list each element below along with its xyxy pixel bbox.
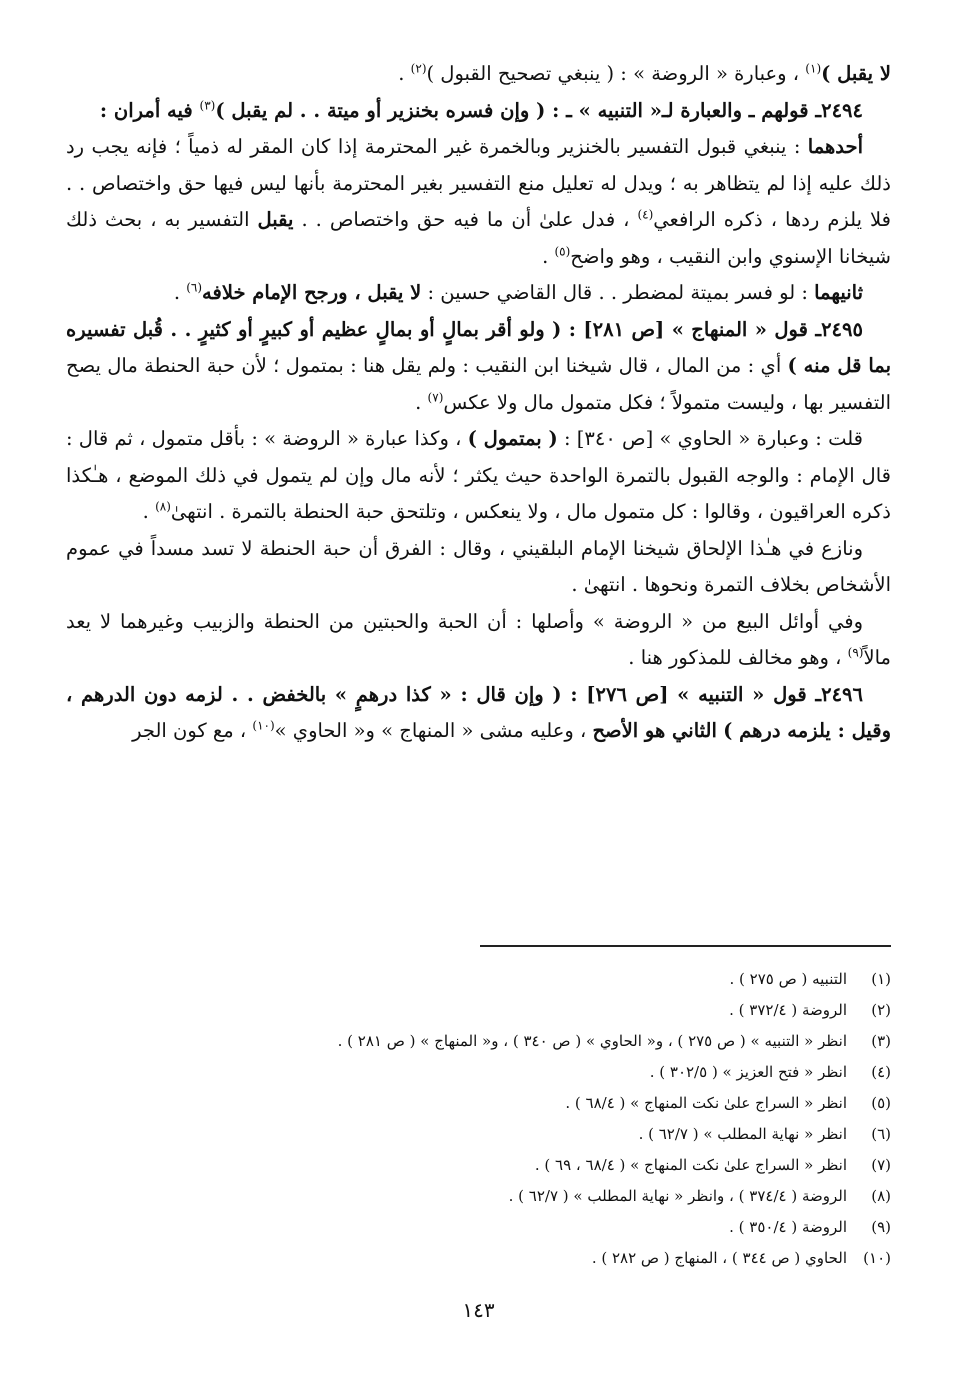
footnote-number: (٨) xyxy=(871,1187,891,1205)
text-run: أي : من المال ، قال شيخنا ابن النقيب : ولم يقل هنا : بمتمول ؛ لأن حبة الحنطة مال يصح التفسير بها ، وليست متمولاً ؛ فكل متمول مال ولا عكس xyxy=(66,354,891,414)
footnote-text: التنبيه ( ص ٢٧٥ ) . xyxy=(729,970,847,988)
footnote-ref[interactable]: (٢) xyxy=(410,61,427,76)
text-run: . xyxy=(142,500,156,523)
paragraph-2494 xyxy=(66,93,891,130)
bold-phrase: ( وإن قال : « كذا درهمٍ » بالخفض . . لزمه دون الدرهم ، وقيل : يلزمه درهم ) xyxy=(66,682,891,742)
paragraph-second-matter xyxy=(66,275,891,312)
footnotes xyxy=(120,964,891,1274)
bold-phrase: لا يقبل ) xyxy=(821,62,891,85)
footnote-item xyxy=(120,1181,891,1212)
page-number: ١٤٣ xyxy=(462,1298,495,1322)
footnote-text: انظر « السراج علىٰ نكت المنهاج » ( ٦٨/٤ ) . xyxy=(565,1094,847,1112)
text-run: ، فدل علىٰ أن ما فيه حق واختصاص . . xyxy=(293,208,638,231)
footnote-item xyxy=(120,1243,891,1274)
lead-word: أحدهما xyxy=(807,135,863,158)
lead-word: ثانيهما xyxy=(814,281,863,304)
footnote-text: انظر « السراج علىٰ نكت المنهاج » ( ٦٨/٤ ، ٦٩ ) . xyxy=(534,1156,847,1174)
text-run: . xyxy=(415,390,428,414)
footnote-item xyxy=(120,995,891,1026)
footnote-ref[interactable]: (٨) xyxy=(155,499,171,514)
footnote-item xyxy=(120,1150,891,1181)
footnote-text: الروضة ( ٣٧٤/٤ ) ، وانظر « نهاية المطلب » ( ٦٢/٧ ) . xyxy=(508,1187,847,1205)
footnote-text: الحاوي ( ص ٣٤٤ ) ، المنهاج ( ص ٢٨٢ ) . xyxy=(591,1249,847,1267)
text-run: : ينبغي قبول التفسير بالخنزير وبالخمرة غير المحترمة إذا كان المقر له ذمياً ؛ فإنه يجب رد ذلك عليه إذا لم يتظاهر به ؛ ويدل له تعليل منع التفسير بغير المحترمة بأنها ليس فيها حق واختصاص . . فلا يلزم ردها ، ذكره الرافعي xyxy=(66,135,891,231)
footnote-item xyxy=(120,1057,891,1088)
footnote-text: الروضة ( ٣٧٢/٤ ) . xyxy=(729,1001,847,1019)
paragraph-1 xyxy=(66,56,891,93)
text-run: ، وهو مخالف للمذكور هنا . xyxy=(628,646,848,669)
bold-phrase: ( ولو أقر بمالٍ أو بمالٍ عظيم أو كبيرٍ أو كثيرٍ . . قُبل تفسيره بما قل منه ) xyxy=(66,317,891,377)
footnote-number: (١) xyxy=(871,970,891,988)
issue-heading: ٢٤٩٦ـ قول « التنبيه » [ص ٢٧٦] : xyxy=(561,682,863,706)
text-run: قلت : وعبارة « الحاوي » [ص ٣٤٠] : xyxy=(557,427,863,450)
issue-heading: ٢٤٩٥ـ قول « المنهاج » [ص ٢٨١] : xyxy=(561,317,863,341)
paragraph-qultu xyxy=(66,421,891,531)
paragraph-2495 xyxy=(66,312,891,422)
bold-phrase: فيه أمران : xyxy=(99,98,200,122)
text-run: . xyxy=(398,62,411,85)
footnote-text: الروضة ( ٣٥٠/٤ ) . xyxy=(729,1218,847,1236)
footnote-text: انظر « فتح العزيز » ( ٣٠٢/٥ ) . xyxy=(649,1063,847,1081)
main-text xyxy=(66,56,891,750)
text-run: ، وكذا عبارة « الروضة » : بأقل متمول ، ثم قال : قال الإمام : والوجه القبول بالتمرة الواحدة حيث يكثر ؛ لأنه مال وإن لم يتمول في ذلك الموضع ، هـٰكذا ذكره العراقيون ، وقالوا : كل متمول مال ، ولا ينعكس ، وتلتحق حبة الحنطة بالتمرة . انتهىٰ xyxy=(66,427,891,523)
footnote-ref[interactable]: (٧) xyxy=(427,390,444,404)
text-run: . xyxy=(542,244,555,268)
footnote-text: انظر « نهاية المطلب » ( ٦٢/٧ ) . xyxy=(638,1125,847,1143)
footnote-ref[interactable]: (٩) xyxy=(847,645,864,660)
footnote-ref[interactable]: (١) xyxy=(805,61,822,76)
footnote-item xyxy=(120,1026,891,1057)
text-run: ، وعبارة « الروضة » : ( ينبغي تصحيح القبول ) xyxy=(426,62,806,85)
bold-phrase: لا يقبل ، ورجح الإمام خلافه xyxy=(202,281,422,304)
footnote-ref[interactable]: (١٠) xyxy=(252,718,275,733)
footnote-number: (١٠) xyxy=(863,1249,891,1267)
footnote-number: (٣) xyxy=(871,1032,891,1050)
footnote-item xyxy=(120,964,891,995)
bold-phrase: الثاني هو الأصح xyxy=(592,719,717,742)
footnote-item xyxy=(120,1088,891,1119)
footnote-item xyxy=(120,1119,891,1150)
footnote-number: (٥) xyxy=(871,1094,891,1112)
text-run: . xyxy=(173,281,187,304)
footnote-item xyxy=(120,1212,891,1243)
footnote-number: (٢) xyxy=(871,1001,891,1019)
footnote-number: (٧) xyxy=(871,1156,891,1174)
text-run: التفسير به ، بحث ذلك شيخانا الإسنوي وابن النقيب ، وهو واضح xyxy=(66,208,891,268)
paragraph-first-matter xyxy=(66,129,891,275)
issue-heading: ٢٤٩٤ـ قولهم ـ والعبارة لـ« التنبيه » ـ : ( وإن فسره بخنزير أو ميتة . . لم يقبل ) xyxy=(215,98,863,122)
footnote-ref[interactable]: (٤) xyxy=(637,207,654,222)
footnote-text: انظر « التنبيه » ( ص ٢٧٥ ) ، و« الحاوي » ( ص ٣٤٠ ) ، و« المنهاج » ( ص ٢٨١ ) . xyxy=(337,1032,847,1050)
text-run: ، وعليه مشى « المنهاج » و« الحاوي » xyxy=(274,719,593,742)
footnote-number: (٤) xyxy=(871,1063,891,1081)
text-run: : لو فسر بميتة لمضطر . . قال القاضي حسين : xyxy=(421,281,815,304)
footnote-ref[interactable]: (٥) xyxy=(554,244,571,258)
text-run: وفي أوائل البيع من « الروضة » وأصلها : أن الحبة والحبتين من الحنطة والزبيب وغيرهما لا يعد مالاً xyxy=(66,609,891,669)
bold-phrase: ( بمتمول ) xyxy=(467,427,558,450)
paragraph-2496 xyxy=(66,677,891,750)
footnote-separator xyxy=(480,945,891,947)
paragraph-bulqini: ونازع في هـٰذا الإلحاق شيخنا الإمام البلقيني ، وقال : الفرق أن حبة الحنطة لا تسد مسداً في عموم الأشخاص بخلاف التمرة ونحوها . انتهىٰ . xyxy=(66,536,891,596)
footnote-number: (٩) xyxy=(871,1218,891,1236)
footnote-ref[interactable]: (٣) xyxy=(199,98,216,112)
footnote-ref[interactable]: (٦) xyxy=(186,280,203,295)
footnote-number: (٦) xyxy=(871,1125,891,1143)
text-run: ، مع كون الجر xyxy=(132,719,253,742)
paragraph-bay xyxy=(66,604,891,677)
bold-phrase: يقبل xyxy=(257,208,294,231)
